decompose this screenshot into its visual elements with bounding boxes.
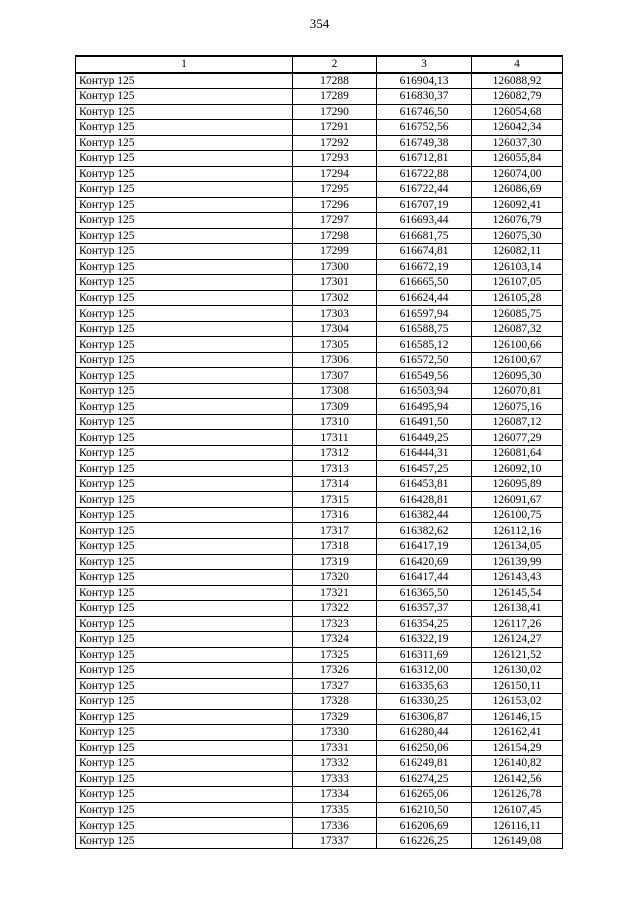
table-row bbox=[76, 368, 563, 384]
contour-name-cell: Контур 125 bbox=[76, 306, 293, 322]
x-coordinate-cell: 616453,81 bbox=[377, 476, 472, 492]
table-row bbox=[76, 306, 563, 322]
x-coordinate-cell: 616491,50 bbox=[377, 414, 472, 430]
contour-name-cell: Контур 125 bbox=[76, 818, 293, 834]
point-number-cell: 17295 bbox=[293, 182, 377, 198]
table-row bbox=[76, 213, 563, 229]
contour-name-cell: Контур 125 bbox=[76, 647, 293, 663]
contour-name-cell: Контур 125 bbox=[76, 771, 293, 787]
point-number-cell: 17304 bbox=[293, 321, 377, 337]
contour-name-cell: Контур 125 bbox=[76, 228, 293, 244]
contour-name-cell: Контур 125 bbox=[76, 120, 293, 136]
contour-name-cell: Контур 125 bbox=[76, 601, 293, 617]
column-header-1: 1 bbox=[76, 56, 293, 73]
x-coordinate-cell: 616417,44 bbox=[377, 570, 472, 586]
y-coordinate-cell: 126107,45 bbox=[472, 802, 563, 818]
point-number-cell: 17328 bbox=[293, 694, 377, 710]
point-number-cell: 17333 bbox=[293, 771, 377, 787]
y-coordinate-cell: 126149,08 bbox=[472, 833, 563, 849]
x-coordinate-cell: 616428,81 bbox=[377, 492, 472, 508]
contour-name-cell: Контур 125 bbox=[76, 802, 293, 818]
y-coordinate-cell: 126092,41 bbox=[472, 197, 563, 213]
x-coordinate-cell: 616311,69 bbox=[377, 647, 472, 663]
point-number-cell: 17288 bbox=[293, 73, 377, 89]
x-coordinate-cell: 616681,75 bbox=[377, 228, 472, 244]
table-row bbox=[76, 414, 563, 430]
point-number-cell: 17336 bbox=[293, 818, 377, 834]
y-coordinate-cell: 126055,84 bbox=[472, 151, 563, 167]
x-coordinate-cell: 616495,94 bbox=[377, 399, 472, 415]
x-coordinate-cell: 616249,81 bbox=[377, 756, 472, 772]
y-coordinate-cell: 126139,99 bbox=[472, 554, 563, 570]
x-coordinate-cell: 616752,56 bbox=[377, 120, 472, 136]
x-coordinate-cell: 616449,25 bbox=[377, 430, 472, 446]
point-number-cell: 17324 bbox=[293, 632, 377, 648]
point-number-cell: 17289 bbox=[293, 89, 377, 105]
y-coordinate-cell: 126037,30 bbox=[472, 135, 563, 151]
point-number-cell: 17320 bbox=[293, 570, 377, 586]
point-number-cell: 17314 bbox=[293, 476, 377, 492]
coordinates-table bbox=[75, 55, 563, 849]
table-header bbox=[76, 56, 563, 73]
column-header-2: 2 bbox=[293, 56, 377, 73]
point-number-cell: 17298 bbox=[293, 228, 377, 244]
y-coordinate-cell: 126088,92 bbox=[472, 73, 563, 89]
contour-name-cell: Контур 125 bbox=[76, 368, 293, 384]
contour-name-cell: Контур 125 bbox=[76, 383, 293, 399]
y-coordinate-cell: 126138,41 bbox=[472, 601, 563, 617]
table-row bbox=[76, 430, 563, 446]
contour-name-cell: Контур 125 bbox=[76, 740, 293, 756]
x-coordinate-cell: 616274,25 bbox=[377, 771, 472, 787]
table-row bbox=[76, 166, 563, 182]
x-coordinate-cell: 616210,50 bbox=[377, 802, 472, 818]
contour-name-cell: Контур 125 bbox=[76, 538, 293, 554]
contour-name-cell: Контур 125 bbox=[76, 554, 293, 570]
table-row bbox=[76, 197, 563, 213]
point-number-cell: 17300 bbox=[293, 259, 377, 275]
y-coordinate-cell: 126100,67 bbox=[472, 352, 563, 368]
table-row bbox=[76, 383, 563, 399]
table-row bbox=[76, 337, 563, 353]
y-coordinate-cell: 126103,14 bbox=[472, 259, 563, 275]
contour-name-cell: Контур 125 bbox=[76, 290, 293, 306]
y-coordinate-cell: 126085,75 bbox=[472, 306, 563, 322]
y-coordinate-cell: 126074,00 bbox=[472, 166, 563, 182]
contour-name-cell: Контур 125 bbox=[76, 182, 293, 198]
point-number-cell: 17327 bbox=[293, 678, 377, 694]
y-coordinate-cell: 126107,05 bbox=[472, 275, 563, 291]
y-coordinate-cell: 126117,26 bbox=[472, 616, 563, 632]
contour-name-cell: Контур 125 bbox=[76, 337, 293, 353]
y-coordinate-cell: 126091,67 bbox=[472, 492, 563, 508]
table-row bbox=[76, 616, 563, 632]
x-coordinate-cell: 616382,44 bbox=[377, 507, 472, 523]
point-number-cell: 17301 bbox=[293, 275, 377, 291]
point-number-cell: 17302 bbox=[293, 290, 377, 306]
x-coordinate-cell: 616722,88 bbox=[377, 166, 472, 182]
x-coordinate-cell: 616503,94 bbox=[377, 383, 472, 399]
table-row bbox=[76, 523, 563, 539]
x-coordinate-cell: 616306,87 bbox=[377, 709, 472, 725]
contour-name-cell: Контур 125 bbox=[76, 104, 293, 120]
table-row bbox=[76, 632, 563, 648]
y-coordinate-cell: 126140,82 bbox=[472, 756, 563, 772]
contour-name-cell: Контур 125 bbox=[76, 213, 293, 229]
contour-name-cell: Контур 125 bbox=[76, 476, 293, 492]
y-coordinate-cell: 126124,27 bbox=[472, 632, 563, 648]
column-header-3: 3 bbox=[377, 56, 472, 73]
contour-name-cell: Контур 125 bbox=[76, 523, 293, 539]
table-row bbox=[76, 352, 563, 368]
y-coordinate-cell: 126092,10 bbox=[472, 461, 563, 477]
point-number-cell: 17321 bbox=[293, 585, 377, 601]
x-coordinate-cell: 616588,75 bbox=[377, 321, 472, 337]
point-number-cell: 17305 bbox=[293, 337, 377, 353]
table-row bbox=[76, 290, 563, 306]
point-number-cell: 17337 bbox=[293, 833, 377, 849]
point-number-cell: 17335 bbox=[293, 802, 377, 818]
x-coordinate-cell: 616417,19 bbox=[377, 538, 472, 554]
table-row bbox=[76, 89, 563, 105]
contour-name-cell: Контур 125 bbox=[76, 756, 293, 772]
contour-name-cell: Контур 125 bbox=[76, 89, 293, 105]
table-row bbox=[76, 554, 563, 570]
contour-name-cell: Контур 125 bbox=[76, 492, 293, 508]
contour-name-cell: Контур 125 bbox=[76, 787, 293, 803]
contour-name-cell: Контур 125 bbox=[76, 197, 293, 213]
y-coordinate-cell: 126095,30 bbox=[472, 368, 563, 384]
table-row bbox=[76, 228, 563, 244]
point-number-cell: 17310 bbox=[293, 414, 377, 430]
table-row bbox=[76, 709, 563, 725]
contour-name-cell: Контур 125 bbox=[76, 244, 293, 260]
table-row bbox=[76, 787, 563, 803]
table-row bbox=[76, 120, 563, 136]
point-number-cell: 17306 bbox=[293, 352, 377, 368]
y-coordinate-cell: 126134,05 bbox=[472, 538, 563, 554]
x-coordinate-cell: 616672,19 bbox=[377, 259, 472, 275]
point-number-cell: 17318 bbox=[293, 538, 377, 554]
x-coordinate-cell: 616330,25 bbox=[377, 694, 472, 710]
y-coordinate-cell: 126154,29 bbox=[472, 740, 563, 756]
y-coordinate-cell: 126081,64 bbox=[472, 445, 563, 461]
y-coordinate-cell: 126086,69 bbox=[472, 182, 563, 198]
point-number-cell: 17292 bbox=[293, 135, 377, 151]
x-coordinate-cell: 616322,19 bbox=[377, 632, 472, 648]
y-coordinate-cell: 126076,79 bbox=[472, 213, 563, 229]
x-coordinate-cell: 616365,50 bbox=[377, 585, 472, 601]
x-coordinate-cell: 616549,56 bbox=[377, 368, 472, 384]
x-coordinate-cell: 616357,37 bbox=[377, 601, 472, 617]
contour-name-cell: Контур 125 bbox=[76, 135, 293, 151]
table-row bbox=[76, 244, 563, 260]
x-coordinate-cell: 616597,94 bbox=[377, 306, 472, 322]
table-body bbox=[76, 73, 563, 849]
table-row bbox=[76, 678, 563, 694]
y-coordinate-cell: 126087,32 bbox=[472, 321, 563, 337]
y-coordinate-cell: 126100,66 bbox=[472, 337, 563, 353]
point-number-cell: 17330 bbox=[293, 725, 377, 741]
point-number-cell: 17291 bbox=[293, 120, 377, 136]
y-coordinate-cell: 126100,75 bbox=[472, 507, 563, 523]
contour-name-cell: Контур 125 bbox=[76, 678, 293, 694]
point-number-cell: 17307 bbox=[293, 368, 377, 384]
table-row bbox=[76, 570, 563, 586]
table-row bbox=[76, 445, 563, 461]
y-coordinate-cell: 126116,11 bbox=[472, 818, 563, 834]
point-number-cell: 17331 bbox=[293, 740, 377, 756]
table-row bbox=[76, 492, 563, 508]
point-number-cell: 17325 bbox=[293, 647, 377, 663]
table-row bbox=[76, 321, 563, 337]
point-number-cell: 17315 bbox=[293, 492, 377, 508]
table-row bbox=[76, 771, 563, 787]
table-row bbox=[76, 756, 563, 772]
table-row bbox=[76, 73, 563, 89]
contour-name-cell: Контур 125 bbox=[76, 632, 293, 648]
point-number-cell: 17311 bbox=[293, 430, 377, 446]
contour-name-cell: Контур 125 bbox=[76, 616, 293, 632]
contour-name-cell: Контур 125 bbox=[76, 725, 293, 741]
point-number-cell: 17313 bbox=[293, 461, 377, 477]
x-coordinate-cell: 616904,13 bbox=[377, 73, 472, 89]
x-coordinate-cell: 616250,06 bbox=[377, 740, 472, 756]
x-coordinate-cell: 616312,00 bbox=[377, 663, 472, 679]
y-coordinate-cell: 126162,41 bbox=[472, 725, 563, 741]
y-coordinate-cell: 126082,79 bbox=[472, 89, 563, 105]
point-number-cell: 17326 bbox=[293, 663, 377, 679]
point-number-cell: 17296 bbox=[293, 197, 377, 213]
x-coordinate-cell: 616830,37 bbox=[377, 89, 472, 105]
y-coordinate-cell: 126146,15 bbox=[472, 709, 563, 725]
contour-name-cell: Контур 125 bbox=[76, 73, 293, 89]
point-number-cell: 17299 bbox=[293, 244, 377, 260]
x-coordinate-cell: 616335,63 bbox=[377, 678, 472, 694]
contour-name-cell: Контур 125 bbox=[76, 694, 293, 710]
point-number-cell: 17323 bbox=[293, 616, 377, 632]
table-row bbox=[76, 151, 563, 167]
x-coordinate-cell: 616712,81 bbox=[377, 151, 472, 167]
contour-name-cell: Контур 125 bbox=[76, 321, 293, 337]
table-row bbox=[76, 725, 563, 741]
table-row bbox=[76, 833, 563, 849]
table-row bbox=[76, 275, 563, 291]
y-coordinate-cell: 126077,29 bbox=[472, 430, 563, 446]
contour-name-cell: Контур 125 bbox=[76, 399, 293, 415]
y-coordinate-cell: 126112,16 bbox=[472, 523, 563, 539]
x-coordinate-cell: 616206,69 bbox=[377, 818, 472, 834]
contour-name-cell: Контур 125 bbox=[76, 414, 293, 430]
y-coordinate-cell: 126082,11 bbox=[472, 244, 563, 260]
table-row bbox=[76, 135, 563, 151]
x-coordinate-cell: 616226,25 bbox=[377, 833, 472, 849]
x-coordinate-cell: 616572,50 bbox=[377, 352, 472, 368]
x-coordinate-cell: 616280,44 bbox=[377, 725, 472, 741]
contour-name-cell: Контур 125 bbox=[76, 461, 293, 477]
point-number-cell: 17329 bbox=[293, 709, 377, 725]
x-coordinate-cell: 616707,19 bbox=[377, 197, 472, 213]
y-coordinate-cell: 126126,78 bbox=[472, 787, 563, 803]
y-coordinate-cell: 126075,16 bbox=[472, 399, 563, 415]
contour-name-cell: Контур 125 bbox=[76, 833, 293, 849]
x-coordinate-cell: 616354,25 bbox=[377, 616, 472, 632]
table-row bbox=[76, 104, 563, 120]
point-number-cell: 17332 bbox=[293, 756, 377, 772]
table-row bbox=[76, 647, 563, 663]
table-row bbox=[76, 694, 563, 710]
x-coordinate-cell: 616444,31 bbox=[377, 445, 472, 461]
point-number-cell: 17312 bbox=[293, 445, 377, 461]
x-coordinate-cell: 616624,44 bbox=[377, 290, 472, 306]
contour-name-cell: Контур 125 bbox=[76, 166, 293, 182]
y-coordinate-cell: 126130,02 bbox=[472, 663, 563, 679]
x-coordinate-cell: 616749,38 bbox=[377, 135, 472, 151]
y-coordinate-cell: 126054,68 bbox=[472, 104, 563, 120]
y-coordinate-cell: 126121,52 bbox=[472, 647, 563, 663]
point-number-cell: 17316 bbox=[293, 507, 377, 523]
contour-name-cell: Контур 125 bbox=[76, 259, 293, 275]
y-coordinate-cell: 126070,81 bbox=[472, 383, 563, 399]
x-coordinate-cell: 616585,12 bbox=[377, 337, 472, 353]
point-number-cell: 17322 bbox=[293, 601, 377, 617]
table-row bbox=[76, 601, 563, 617]
contour-name-cell: Контур 125 bbox=[76, 275, 293, 291]
contour-name-cell: Контур 125 bbox=[76, 430, 293, 446]
x-coordinate-cell: 616457,25 bbox=[377, 461, 472, 477]
table-row bbox=[76, 740, 563, 756]
y-coordinate-cell: 126042,34 bbox=[472, 120, 563, 136]
table-row bbox=[76, 399, 563, 415]
x-coordinate-cell: 616382,62 bbox=[377, 523, 472, 539]
y-coordinate-cell: 126095,89 bbox=[472, 476, 563, 492]
point-number-cell: 17290 bbox=[293, 104, 377, 120]
contour-name-cell: Контур 125 bbox=[76, 151, 293, 167]
contour-name-cell: Контур 125 bbox=[76, 663, 293, 679]
header-row bbox=[76, 56, 563, 73]
table-row bbox=[76, 802, 563, 818]
table-row bbox=[76, 818, 563, 834]
x-coordinate-cell: 616746,50 bbox=[377, 104, 472, 120]
contour-name-cell: Контур 125 bbox=[76, 585, 293, 601]
table-row bbox=[76, 461, 563, 477]
x-coordinate-cell: 616722,44 bbox=[377, 182, 472, 198]
y-coordinate-cell: 126143,43 bbox=[472, 570, 563, 586]
x-coordinate-cell: 616693,44 bbox=[377, 213, 472, 229]
point-number-cell: 17317 bbox=[293, 523, 377, 539]
table-row bbox=[76, 259, 563, 275]
point-number-cell: 17303 bbox=[293, 306, 377, 322]
y-coordinate-cell: 126087,12 bbox=[472, 414, 563, 430]
point-number-cell: 17309 bbox=[293, 399, 377, 415]
point-number-cell: 17308 bbox=[293, 383, 377, 399]
point-number-cell: 17297 bbox=[293, 213, 377, 229]
column-header-4: 4 bbox=[472, 56, 563, 73]
contour-name-cell: Контур 125 bbox=[76, 352, 293, 368]
table-row bbox=[76, 476, 563, 492]
y-coordinate-cell: 126153,02 bbox=[472, 694, 563, 710]
y-coordinate-cell: 126142,56 bbox=[472, 771, 563, 787]
page-number: 354 bbox=[309, 16, 330, 31]
contour-name-cell: Контур 125 bbox=[76, 570, 293, 586]
point-number-cell: 17334 bbox=[293, 787, 377, 803]
contour-name-cell: Контур 125 bbox=[76, 507, 293, 523]
point-number-cell: 17319 bbox=[293, 554, 377, 570]
y-coordinate-cell: 126145,54 bbox=[472, 585, 563, 601]
table-row bbox=[76, 538, 563, 554]
y-coordinate-cell: 126105,28 bbox=[472, 290, 563, 306]
x-coordinate-cell: 616674,81 bbox=[377, 244, 472, 260]
x-coordinate-cell: 616665,50 bbox=[377, 275, 472, 291]
x-coordinate-cell: 616265,06 bbox=[377, 787, 472, 803]
point-number-cell: 17294 bbox=[293, 166, 377, 182]
x-coordinate-cell: 616420,69 bbox=[377, 554, 472, 570]
y-coordinate-cell: 126075,30 bbox=[472, 228, 563, 244]
contour-name-cell: Контур 125 bbox=[76, 709, 293, 725]
table-row bbox=[76, 182, 563, 198]
contour-name-cell: Контур 125 bbox=[76, 445, 293, 461]
table-row bbox=[76, 663, 563, 679]
table-row bbox=[76, 507, 563, 523]
y-coordinate-cell: 126150,11 bbox=[472, 678, 563, 694]
point-number-cell: 17293 bbox=[293, 151, 377, 167]
table-row bbox=[76, 585, 563, 601]
